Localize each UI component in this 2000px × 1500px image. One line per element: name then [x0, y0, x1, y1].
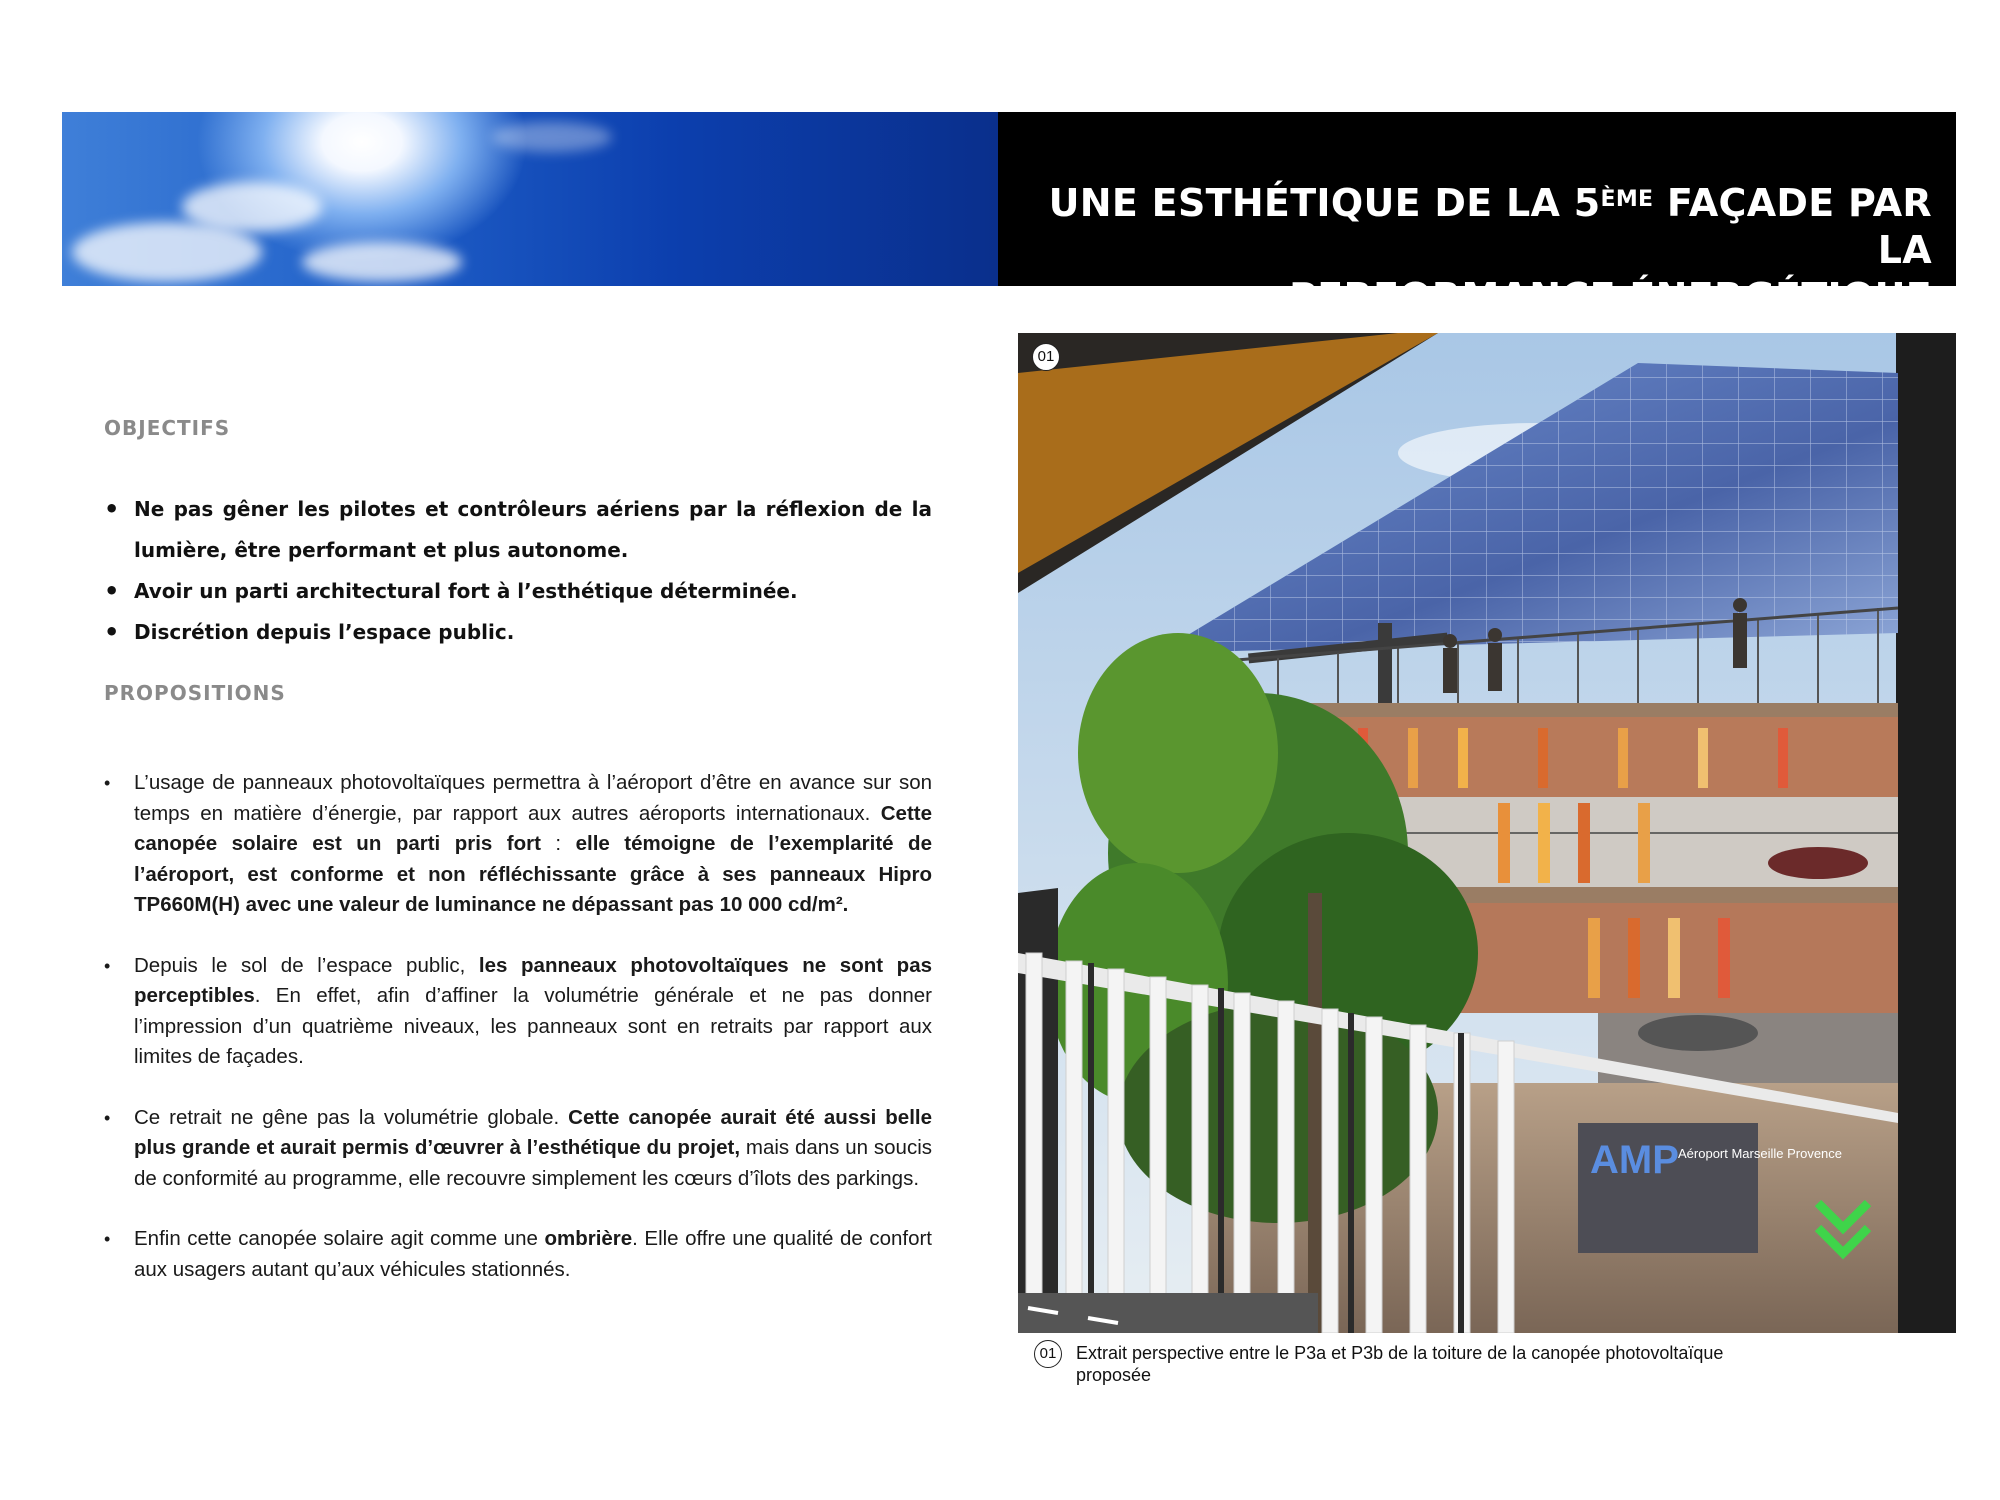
list-item: • Avoir un parti architectural fort à l’esthétique déterminée.: [104, 571, 932, 612]
page-title: UNE ESTHÉTIQUE DE LA 5ÈME FAÇADE PAR LA PERFORMANCE ÉNERGÉTIQUE: [1048, 181, 1932, 319]
list-item: • Ne pas gêner les pilotes et contrôleurs aériens par la réflexion de la lumière, être performant et plus autonome.: [104, 489, 932, 571]
list-item: • Depuis le sol de l’espace public, les panneaux photovoltaïques ne sont pas perceptibles. En effet, afin d’affiner la volumétrie générale et ne pas donner l’impression d’un quatrième niveaux, les panneaux sont en retraits par rapport aux limites de façades.: [104, 951, 932, 1073]
sign-text: Aéroport Marseille Provence: [1678, 1146, 1843, 1161]
list-item: • Enfin cette canopée solaire agit comme une ombrière. Elle offre une qualité de confort aux usagers autant qu’aux véhicules stationnés.: [104, 1224, 932, 1285]
canopy-perspective-image: [1018, 333, 1956, 1333]
caption-number-badge: 01: [1034, 1340, 1062, 1368]
image-number-badge: 01: [1032, 343, 1060, 371]
figure-caption: [1034, 1342, 1774, 1386]
sky-banner-image: [62, 112, 998, 286]
objectifs-section: [104, 416, 932, 440]
sign-logo: AMP: [1590, 1138, 1679, 1182]
propositions-section: [104, 681, 932, 705]
objectifs-list: [104, 489, 932, 653]
list-item: • Discrétion depuis l’espace public.: [104, 612, 932, 653]
propositions-list: [104, 768, 932, 1285]
caption-text: Extrait perspective entre le P3a et P3b de la toiture de la canopée photovoltaïque proposée: [1076, 1343, 1724, 1385]
title-box: [998, 112, 1956, 319]
objectifs-heading: OBJECTIFS: [104, 416, 231, 440]
header-band: [62, 112, 1956, 319]
list-item: • Ce retrait ne gêne pas la volumétrie globale. Cette canopée aurait été aussi belle plus grande et aurait permis d’œuvrer à l’esthétique du projet, mais dans un soucis de conformité au programme, elle recouvre simplement les cœurs d’îlots des parkings.: [104, 1103, 932, 1195]
list-item: • L’usage de panneaux photovoltaïques permettra à l’aéroport d’être en avance sur son temps en matière d’énergie, par rapport aux autres aéroports internationaux. Cette canopée solaire est un parti pris fort : elle témoigne de l’exemplarité de l’aéroport, est conforme et non réfléchissante grâce à ses panneaux Hipro TP660M(H) avec une valeur de luminance ne dépassant pas 10 000 cd/m².: [104, 768, 932, 921]
propositions-heading: PROPOSITIONS: [104, 681, 286, 705]
